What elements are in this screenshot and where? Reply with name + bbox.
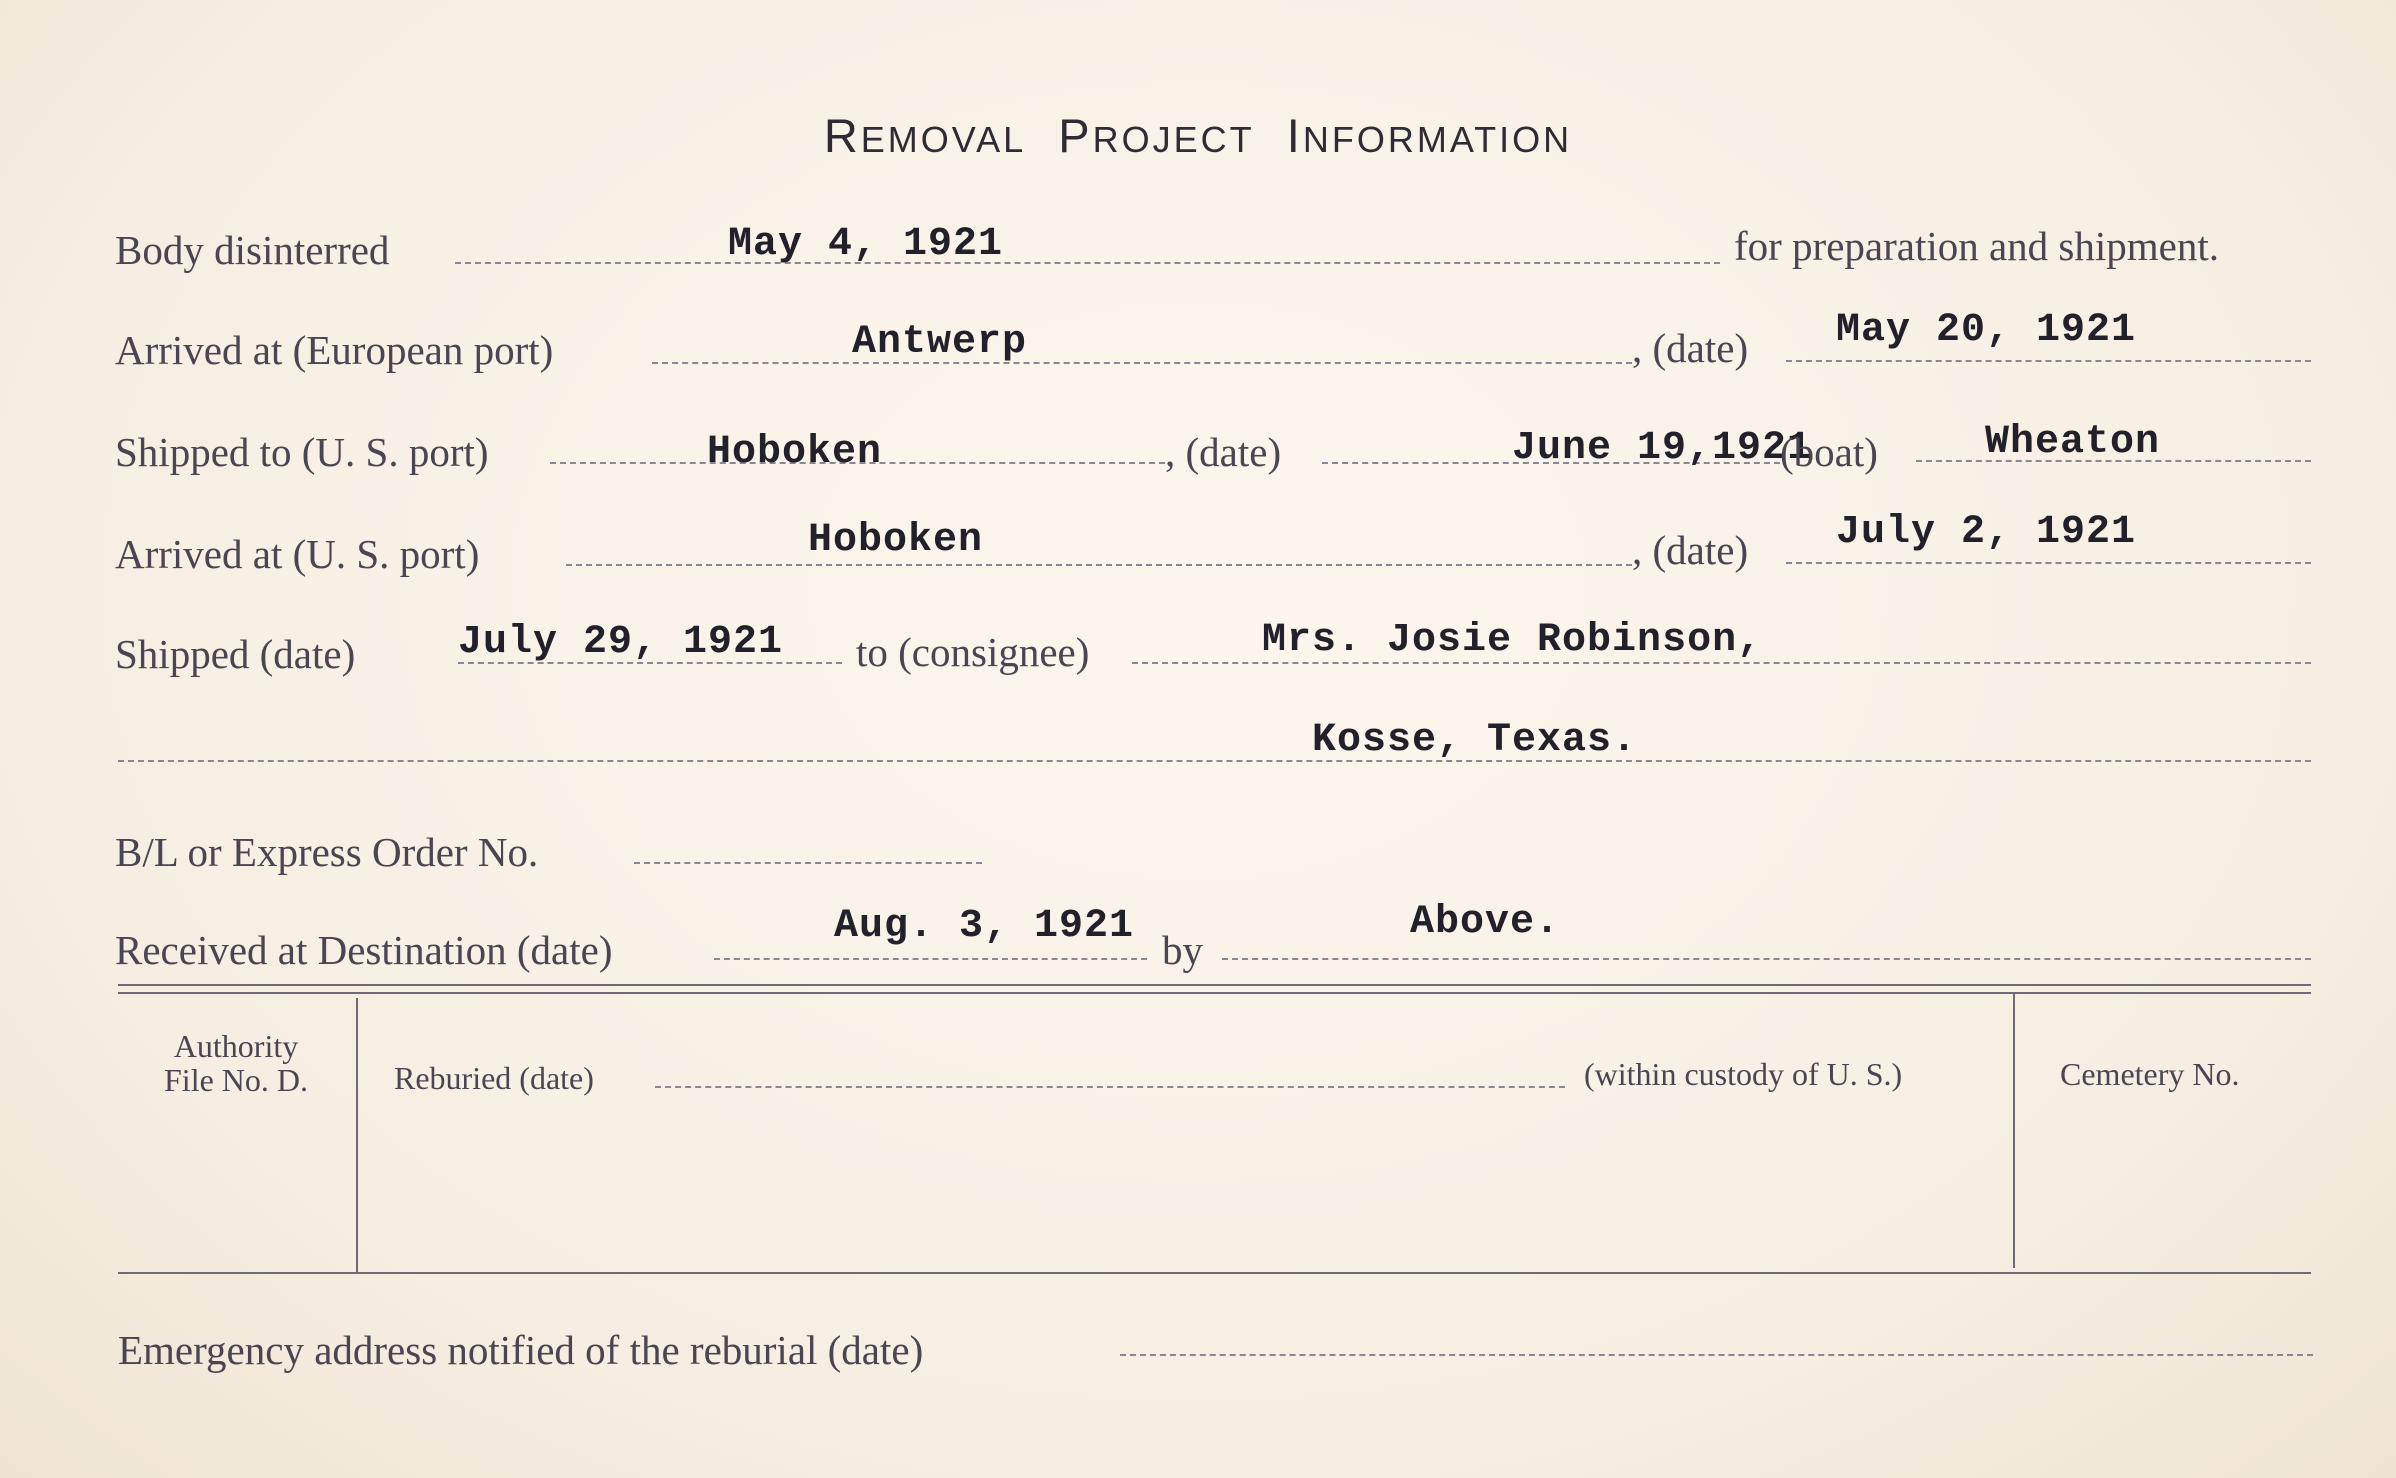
boat-value: Wheaton — [1985, 420, 2161, 465]
arrived-us-value: Hoboken — [808, 518, 984, 563]
consignee-address: Kosse, Texas. — [1312, 718, 1638, 763]
emergency-label: Emergency address notified of the reburial (date) — [118, 1327, 924, 1373]
received-by-label: by — [1162, 927, 1203, 973]
consignee-line-2 — [118, 760, 2311, 762]
box-top-rule — [118, 984, 2311, 986]
card-title: REMOVAL PROJECT INFORMATION — [823, 109, 1573, 162]
authority-label-1: Authority — [173, 1028, 299, 1064]
received-line — [714, 958, 1147, 960]
disinterred-line — [455, 262, 1720, 264]
arrived-us-date-value: July 2, 1921 — [1836, 510, 2137, 555]
disinterred-suffix: for preparation and shipment. — [1734, 223, 2220, 269]
received-by-line — [1222, 958, 2311, 960]
consignee-value: Mrs. Josie Robinson, — [1262, 618, 1763, 663]
custody-label: (within custody of U. S.) — [1584, 1056, 1903, 1092]
arrived-us-line — [566, 564, 1632, 566]
bl-line — [634, 862, 982, 864]
boat-label: (boat) — [1780, 429, 1878, 475]
european-port-value: Antwerp — [852, 320, 1028, 365]
received-value: Aug. 3, 1921 — [834, 904, 1135, 949]
bl-label: B/L or Express Order No. — [115, 829, 539, 875]
european-date-line — [1786, 360, 2311, 362]
shipped-us-label: Shipped to (U. S. port) — [115, 429, 489, 475]
reburied-label: Reburied (date) — [394, 1060, 594, 1096]
shipped-us-value: Hoboken — [707, 430, 883, 475]
shipped-us-date-value: June 19,1921 — [1512, 426, 1813, 471]
arrived-us-label: Arrived at (U. S. port) — [115, 531, 480, 577]
consignee-label: to (consignee) — [856, 629, 1090, 675]
european-port-line — [652, 362, 1632, 364]
european-date-value: May 20, 1921 — [1836, 308, 2137, 353]
box-bottom-rule — [118, 1272, 2311, 1274]
disinterred-label: Body disinterred — [115, 227, 390, 273]
box-divider-right — [2013, 994, 2015, 1268]
authority-label-2: File No. D. — [164, 1062, 308, 1098]
box-divider-left — [356, 998, 358, 1272]
european-port-label: Arrived at (European port) — [115, 327, 554, 373]
european-date-label: , (date) — [1632, 325, 1749, 371]
shipped-us-date-label: , (date) — [1165, 429, 1282, 475]
arrived-us-date-line — [1786, 562, 2311, 564]
shipped-date-value: July 29, 1921 — [458, 620, 784, 665]
emergency-line — [1120, 1354, 2313, 1356]
shipped-date-label: Shipped (date) — [115, 631, 356, 677]
disinterred-value: May 4, 1921 — [728, 222, 1004, 267]
arrived-us-date-label: , (date) — [1632, 527, 1749, 573]
received-label: Received at Destination (date) — [115, 927, 613, 973]
box-top-rule-2 — [118, 992, 2311, 994]
cemetery-label: Cemetery No. — [2060, 1056, 2240, 1092]
reburied-line — [655, 1086, 1565, 1088]
received-by-value: Above. — [1410, 900, 1561, 945]
